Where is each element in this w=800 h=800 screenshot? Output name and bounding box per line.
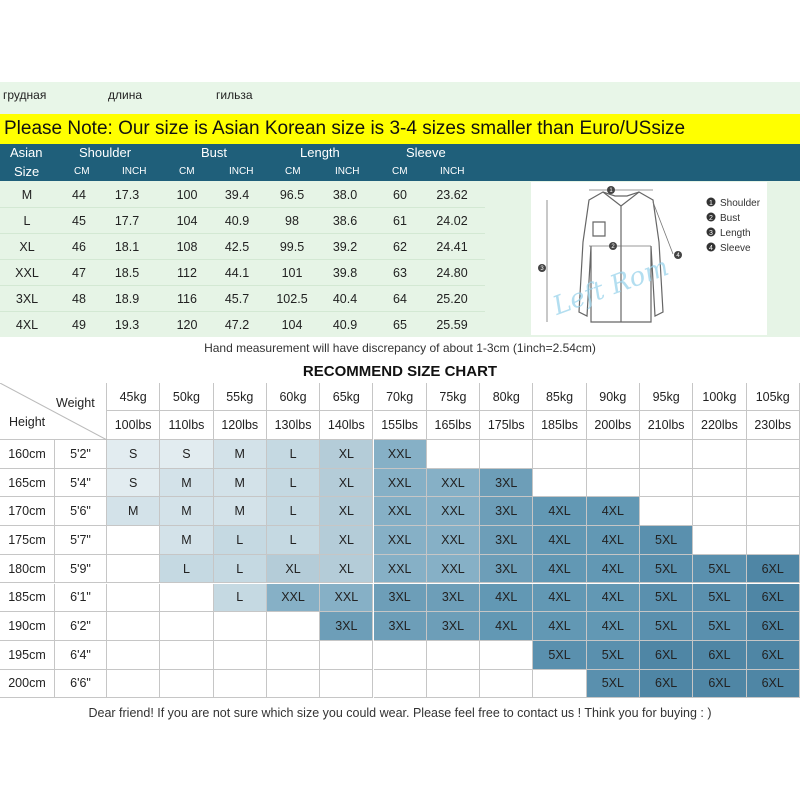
size-label: Size — [14, 164, 40, 179]
weight-kg-header: 85kg — [533, 383, 586, 411]
size-note-banner: Please Note: Our size is Asian Korean size is 3-4 sizes smaller than Euro/USsize — [0, 114, 800, 144]
size-recommend-cell: 5XL — [640, 584, 693, 613]
hand-measurement-note: Hand measurement will have discrepancy of about 1-3cm (1inch=2.54cm) — [204, 341, 596, 355]
marker-bust: 2 — [611, 244, 615, 250]
size-recommend-cell: 4XL — [533, 584, 586, 613]
size-recommend-cell: L — [267, 469, 320, 498]
size-recommend-cell: 4XL — [533, 526, 586, 555]
size-recommend-cell: 3XL — [427, 612, 480, 641]
unit-header: INCH — [229, 166, 254, 177]
height-ft-cell: 6'6" — [55, 670, 107, 699]
size-recommend-cell — [747, 526, 800, 555]
weight-height-corner — [0, 383, 107, 440]
height-cm-cell: 200cm — [0, 670, 55, 699]
weight-kg-header: 80kg — [480, 383, 533, 411]
measurement-cell: 39.8 — [332, 266, 358, 280]
size-recommend-cell: 3XL — [480, 497, 533, 526]
weight-kg-header: 100kg — [693, 383, 746, 411]
size-recommend-cell: L — [160, 555, 213, 584]
weight-lbs-header: 155lbs — [374, 411, 427, 440]
measurement-cell: 17.7 — [114, 214, 140, 228]
size-recommend-cell — [107, 555, 160, 584]
recommend-size-grid — [0, 383, 800, 699]
size-recommend-cell: L — [267, 526, 320, 555]
size-recommend-cell: L — [214, 526, 267, 555]
size-recommend-cell: XL — [320, 497, 373, 526]
measurement-cell: 104 — [281, 318, 303, 332]
size-recommend-cell: 4XL — [533, 555, 586, 584]
measurement-cell: 45 — [72, 214, 86, 228]
size-recommend-cell: XL — [320, 526, 373, 555]
row-divider — [0, 311, 485, 312]
size-recommend-cell — [160, 641, 213, 670]
size-recommend-cell: M — [160, 469, 213, 498]
size-recommend-cell — [320, 670, 373, 699]
measurement-cell: 47 — [72, 266, 86, 280]
size-recommend-cell — [214, 612, 267, 641]
measurement-cell: 44.1 — [224, 266, 250, 280]
size-recommend-cell: XXL — [427, 497, 480, 526]
size-recommend-cell: 4XL — [533, 612, 586, 641]
size-recommend-cell: 5XL — [640, 612, 693, 641]
size-recommend-cell — [374, 670, 427, 699]
size-recommend-cell: 5XL — [693, 612, 746, 641]
size-recommend-cell — [533, 440, 586, 469]
weight-lbs-header: 165lbs — [427, 411, 480, 440]
label-length: длина — [108, 88, 143, 102]
measurement-cell: 38.6 — [332, 214, 358, 228]
size-recommend-cell: XXL — [427, 555, 480, 584]
size-recommend-cell: S — [160, 440, 213, 469]
size-recommend-cell: 6XL — [747, 555, 800, 584]
weight-lbs-header: 185lbs — [533, 411, 586, 440]
weight-lbs-header: 200lbs — [587, 411, 640, 440]
size-recommend-cell — [480, 670, 533, 699]
size-recommend-cell: L — [214, 555, 267, 584]
weight-kg-header: 55kg — [214, 383, 267, 411]
unit-header: INCH — [335, 166, 360, 177]
height-cm-cell: 185cm — [0, 584, 55, 613]
size-recommend-cell — [533, 670, 586, 699]
size-recommend-cell: 5XL — [533, 641, 586, 670]
measurement-cell: 39.2 — [332, 240, 358, 254]
unit-header: CM — [74, 166, 90, 177]
size-cell: XXL — [15, 266, 39, 280]
height-ft-cell: 6'1" — [55, 584, 107, 613]
unit-header: CM — [285, 166, 301, 177]
size-recommend-cell — [533, 469, 586, 498]
legend-length: Length — [720, 228, 751, 239]
measurement-cell: 18.1 — [114, 240, 140, 254]
size-recommend-cell: 4XL — [587, 497, 640, 526]
size-cell: XL — [19, 240, 35, 254]
shoulder-header: Shoulder — [79, 145, 132, 160]
size-recommend-cell: M — [160, 526, 213, 555]
size-recommend-cell — [267, 670, 320, 699]
row-divider — [0, 207, 485, 208]
size-recommend-cell: S — [107, 440, 160, 469]
measurement-cell: 46 — [72, 240, 86, 254]
size-recommend-cell: XL — [320, 440, 373, 469]
measurement-cell: 24.41 — [436, 240, 468, 254]
size-recommend-cell — [320, 641, 373, 670]
weight-label: Weight — [56, 396, 95, 410]
size-recommend-cell: 5XL — [693, 555, 746, 584]
size-recommend-cell — [427, 440, 480, 469]
height-cm-cell: 160cm — [0, 440, 55, 469]
size-recommend-cell: 4XL — [480, 584, 533, 613]
weight-lbs-header: 220lbs — [693, 411, 746, 440]
size-recommend-cell: XXL — [427, 469, 480, 498]
size-recommend-cell: XXL — [267, 584, 320, 613]
size-recommend-cell: 6XL — [747, 670, 800, 699]
size-recommend-cell — [693, 526, 746, 555]
size-recommend-cell — [427, 670, 480, 699]
weight-lbs-header: 130lbs — [267, 411, 320, 440]
size-recommend-cell — [160, 670, 213, 699]
size-recommend-cell: 4XL — [587, 526, 640, 555]
label-chest: грудная — [3, 88, 47, 102]
row-divider — [0, 285, 485, 286]
height-cm-cell: 190cm — [0, 612, 55, 641]
marker-sleeve: 4 — [676, 253, 680, 259]
measurement-cell: 18.9 — [114, 292, 140, 306]
size-recommend-cell — [587, 469, 640, 498]
height-label: Height — [9, 415, 46, 429]
height-ft-cell: 5'2" — [55, 440, 107, 469]
size-recommend-cell: XXL — [374, 497, 427, 526]
size-recommend-cell — [640, 469, 693, 498]
corner-diagonal — [0, 383, 107, 440]
size-recommend-cell: 6XL — [640, 670, 693, 699]
size-recommend-cell — [107, 612, 160, 641]
size-recommend-cell — [480, 641, 533, 670]
size-recommend-cell: M — [214, 497, 267, 526]
size-recommend-cell: 6XL — [747, 612, 800, 641]
weight-kg-header: 65kg — [320, 383, 373, 411]
sleeve-header: Sleeve — [406, 145, 446, 160]
size-cell: 4XL — [15, 318, 39, 332]
legend-num-2: 2 — [709, 215, 713, 222]
measurement-cell: 108 — [176, 240, 198, 254]
size-recommend-cell — [747, 497, 800, 526]
shirt-measurement-diagram — [531, 182, 767, 335]
measurement-cell: 45.7 — [224, 292, 250, 306]
height-cm-cell: 180cm — [0, 555, 55, 584]
size-recommend-cell — [214, 670, 267, 699]
asian-label: Asian — [10, 145, 43, 160]
measurement-cell: 102.5 — [276, 292, 308, 306]
size-cell: 3XL — [15, 292, 39, 306]
weight-lbs-header: 120lbs — [214, 411, 267, 440]
size-recommend-cell: XL — [320, 469, 373, 498]
size-recommend-cell: 6XL — [693, 670, 746, 699]
weight-lbs-header: 110lbs — [160, 411, 213, 440]
recommend-title: RECOMMEND SIZE CHART — [302, 363, 498, 380]
size-recommend-cell: 4XL — [480, 612, 533, 641]
legend-bust: Bust — [720, 213, 741, 224]
measurement-cell: 25.20 — [436, 292, 468, 306]
size-recommend-cell: 4XL — [533, 497, 586, 526]
watermark: Left Rom — [548, 252, 673, 322]
size-table-header — [0, 144, 800, 181]
measurement-cell: 98 — [285, 214, 299, 228]
size-recommend-cell — [747, 469, 800, 498]
weight-kg-header: 70kg — [374, 383, 427, 411]
size-recommend-cell: 3XL — [480, 469, 533, 498]
measurement-cell: 24.02 — [436, 214, 468, 228]
weight-lbs-header: 140lbs — [320, 411, 373, 440]
measurement-cell: 19.3 — [114, 318, 140, 332]
measurement-cell: 40.9 — [224, 214, 250, 228]
size-recommend-cell: XXL — [374, 469, 427, 498]
measurement-cell: 49 — [72, 318, 86, 332]
weight-kg-header: 45kg — [107, 383, 160, 411]
height-ft-cell: 6'2" — [55, 612, 107, 641]
height-ft-cell: 5'6" — [55, 497, 107, 526]
measurement-cell: 96.5 — [279, 188, 305, 202]
size-recommend-cell — [747, 440, 800, 469]
height-cm-cell: 170cm — [0, 497, 55, 526]
size-recommend-cell: XL — [320, 555, 373, 584]
size-recommend-cell — [160, 612, 213, 641]
size-table-body — [0, 181, 485, 337]
size-recommend-cell: 5XL — [640, 555, 693, 584]
size-recommend-cell — [693, 497, 746, 526]
size-recommend-cell — [693, 469, 746, 498]
marker-length: 3 — [540, 266, 544, 272]
size-recommend-cell: 3XL — [320, 612, 373, 641]
measurement-cell: 61 — [393, 214, 407, 228]
size-recommend-cell — [587, 440, 640, 469]
measurement-cell: 38.0 — [332, 188, 358, 202]
measurement-cell: 99.5 — [279, 240, 305, 254]
measurement-cell: 65 — [393, 318, 407, 332]
measurement-cell: 60 — [393, 188, 407, 202]
size-recommend-cell — [107, 526, 160, 555]
measurement-cell: 25.59 — [436, 318, 468, 332]
bust-header: Bust — [201, 145, 228, 160]
row-divider — [0, 259, 485, 260]
size-cell: M — [21, 188, 33, 202]
size-recommend-cell — [640, 497, 693, 526]
size-recommend-cell: 6XL — [747, 584, 800, 613]
size-recommend-cell: XXL — [374, 440, 427, 469]
size-recommend-cell — [107, 641, 160, 670]
height-ft-cell: 6'4" — [55, 641, 107, 670]
weight-kg-header: 95kg — [640, 383, 693, 411]
size-recommend-cell: 3XL — [427, 584, 480, 613]
size-recommend-cell: 5XL — [587, 670, 640, 699]
legend-sleeve: Sleeve — [720, 243, 751, 254]
measurement-cell: 120 — [176, 318, 198, 332]
measurement-cell: 100 — [176, 188, 198, 202]
size-recommend-cell: M — [160, 497, 213, 526]
russian-labels-row — [0, 82, 800, 114]
size-recommend-cell — [480, 440, 533, 469]
measurement-cell: 23.62 — [436, 188, 468, 202]
height-cm-cell: 175cm — [0, 526, 55, 555]
measurement-cell: 39.4 — [224, 188, 250, 202]
size-recommend-cell: 3XL — [374, 612, 427, 641]
size-recommend-cell — [640, 440, 693, 469]
size-recommend-cell: 3XL — [374, 584, 427, 613]
measurement-cell: 42.5 — [224, 240, 250, 254]
size-recommend-cell: 3XL — [480, 526, 533, 555]
measurement-cell: 62 — [393, 240, 407, 254]
label-sleeve: гильза — [216, 88, 253, 102]
size-recommend-cell: 6XL — [693, 641, 746, 670]
measurement-cell: 116 — [177, 292, 197, 306]
size-recommend-cell: 4XL — [587, 555, 640, 584]
weight-lbs-header: 210lbs — [640, 411, 693, 440]
length-header: Length — [300, 145, 340, 160]
size-recommend-cell: XXL — [374, 526, 427, 555]
shirt-illustration — [531, 182, 767, 335]
weight-kg-header: 75kg — [427, 383, 480, 411]
size-recommend-cell: XXL — [427, 526, 480, 555]
size-cell: L — [23, 214, 31, 228]
size-recommend-cell: S — [107, 469, 160, 498]
height-ft-cell: 5'9" — [55, 555, 107, 584]
measurement-cell: 63 — [393, 266, 407, 280]
size-recommend-cell — [267, 641, 320, 670]
legend-num-1: 1 — [709, 200, 713, 207]
unit-header: INCH — [122, 166, 147, 177]
weight-lbs-header: 100lbs — [107, 411, 160, 440]
weight-kg-header: 50kg — [160, 383, 213, 411]
measurement-cell: 18.5 — [114, 266, 140, 280]
size-recommend-cell: M — [214, 440, 267, 469]
size-recommend-cell: 5XL — [693, 584, 746, 613]
measurement-cell: 64 — [393, 292, 407, 306]
measurement-cell: 101 — [281, 266, 303, 280]
unit-header: CM — [179, 166, 195, 177]
unit-header: CM — [392, 166, 408, 177]
height-cm-cell: 195cm — [0, 641, 55, 670]
size-recommend-cell: XXL — [374, 555, 427, 584]
height-ft-cell: 5'7" — [55, 526, 107, 555]
weight-lbs-header: 230lbs — [747, 411, 800, 440]
size-recommend-cell: 5XL — [587, 641, 640, 670]
weight-kg-header: 105kg — [747, 383, 800, 411]
size-recommend-cell: 5XL — [640, 526, 693, 555]
weight-lbs-header: 175lbs — [480, 411, 533, 440]
measurement-cell: 40.9 — [332, 318, 358, 332]
size-recommend-cell — [374, 641, 427, 670]
size-recommend-cell — [160, 584, 213, 613]
size-recommend-cell: L — [267, 497, 320, 526]
size-recommend-cell — [107, 584, 160, 613]
measurement-cell: 44 — [72, 188, 86, 202]
size-recommend-cell: XL — [267, 555, 320, 584]
size-recommend-cell: L — [214, 584, 267, 613]
size-recommend-cell — [693, 440, 746, 469]
size-recommend-cell: 4XL — [587, 612, 640, 641]
legend-shoulder: Shoulder — [720, 198, 761, 209]
marker-shoulder: 1 — [609, 188, 613, 194]
size-recommend-cell — [214, 641, 267, 670]
unit-header: INCH — [440, 166, 465, 177]
height-cm-cell: 165cm — [0, 469, 55, 498]
size-recommend-cell: 3XL — [480, 555, 533, 584]
size-recommend-cell: L — [267, 440, 320, 469]
height-ft-cell: 5'4" — [55, 469, 107, 498]
size-recommend-cell: M — [107, 497, 160, 526]
size-recommend-cell — [267, 612, 320, 641]
size-recommend-cell: 6XL — [747, 641, 800, 670]
measurement-cell: 48 — [72, 292, 86, 306]
measurement-cell: 112 — [177, 266, 197, 280]
size-recommend-cell — [107, 670, 160, 699]
row-divider — [0, 233, 485, 234]
measurement-cell: 40.4 — [332, 292, 358, 306]
size-recommend-cell: 4XL — [587, 584, 640, 613]
measurement-cell: 47.2 — [224, 318, 250, 332]
size-recommend-cell — [427, 641, 480, 670]
size-recommend-cell: M — [214, 469, 267, 498]
weight-kg-header: 60kg — [267, 383, 320, 411]
measurement-cell: 17.3 — [114, 188, 140, 202]
size-recommend-cell: 6XL — [640, 641, 693, 670]
measurement-cell: 24.80 — [436, 266, 468, 280]
measurement-cell: 104 — [176, 214, 198, 228]
contact-note: Dear friend! If you are not sure which size you could wear. Please feel free to contact us ! Think you for buying : ) — [88, 706, 712, 720]
legend-num-3: 3 — [709, 230, 713, 237]
legend-num-4: 4 — [709, 245, 713, 252]
size-recommend-cell: XXL — [320, 584, 373, 613]
weight-kg-header: 90kg — [587, 383, 640, 411]
